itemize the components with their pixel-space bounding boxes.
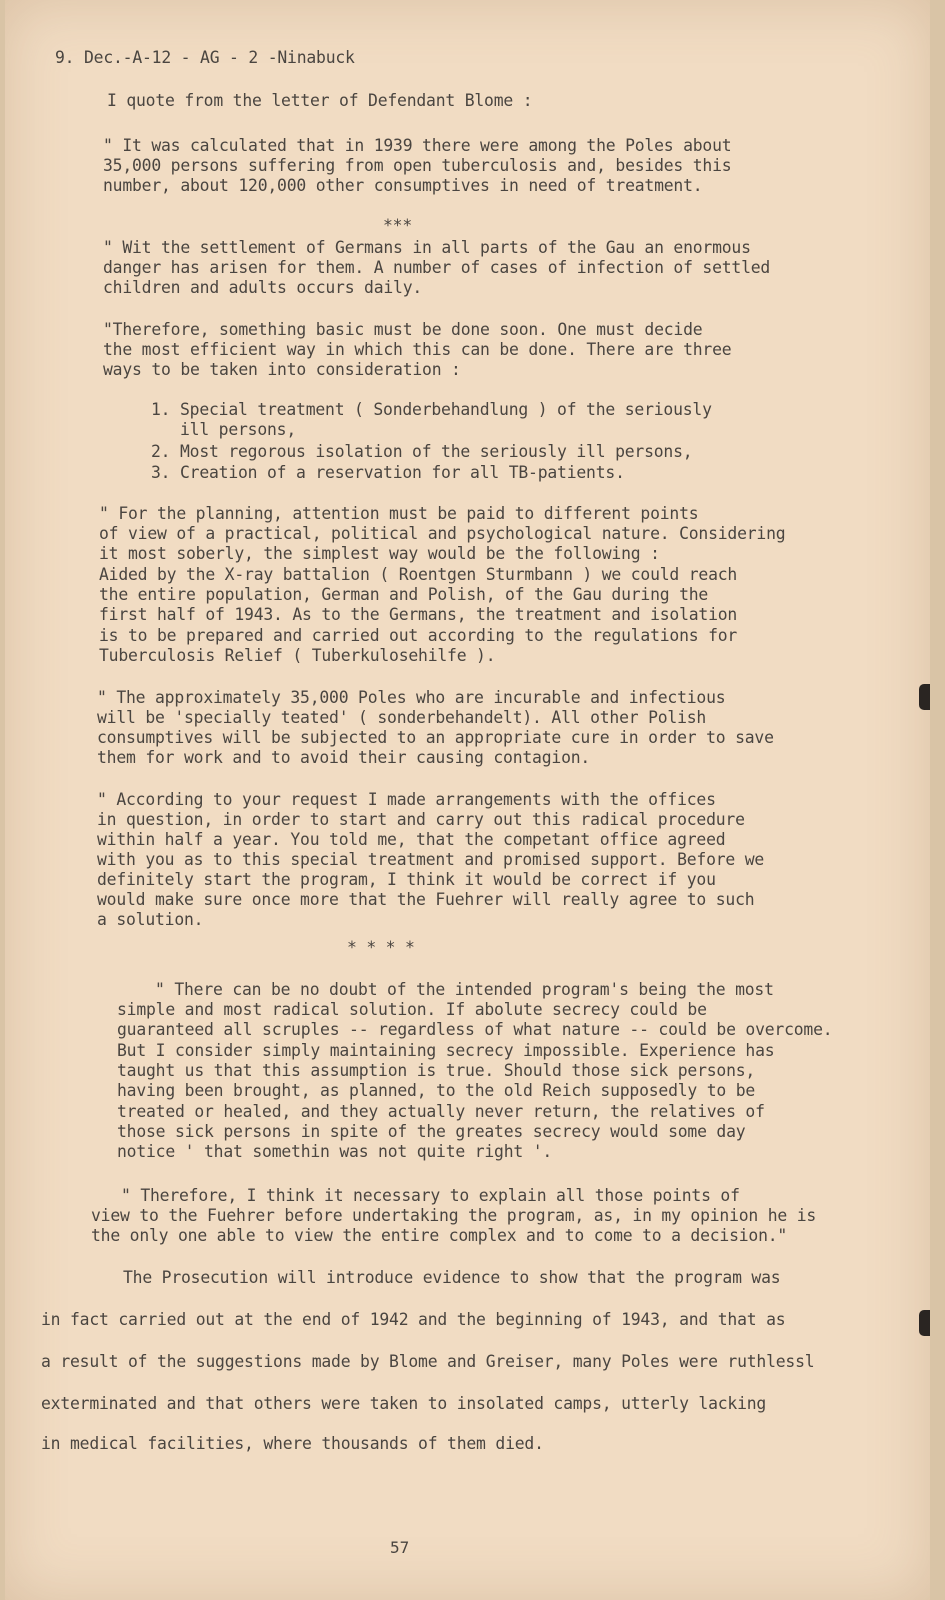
quote-line: with you as to this special treatment and promised support. Before we bbox=[97, 850, 765, 869]
quote-line: in question, in order to start and carry out this radical procedure bbox=[97, 810, 745, 829]
quote-line: " It was calculated that in 1939 there were among the Poles about bbox=[103, 136, 732, 155]
quote-line: children and adults occurs daily. bbox=[103, 278, 423, 297]
quote-line: will be 'specially teated' ( sonderbehandelt). All other Polish bbox=[97, 708, 707, 727]
separator: *** bbox=[383, 216, 413, 235]
quote-line: " Therefore, I think it necessary to explain all those points of bbox=[121, 1186, 740, 1205]
punch-hole bbox=[919, 1310, 930, 1336]
page-number: 57 bbox=[390, 1538, 410, 1557]
quote-line: the most efficient way in which this can be done. There are three bbox=[103, 340, 732, 359]
quote-line: " According to your request I made arrangements with the offices bbox=[97, 790, 716, 809]
quote-line: view to the Fuehrer before undertaking the program, as, in my opinion he is bbox=[91, 1206, 817, 1225]
quote-line: number, about 120,000 other consumptives in need of treatment. bbox=[103, 176, 703, 195]
quote-line: But I consider simply maintaining secrecy impossible. Experience has bbox=[117, 1041, 775, 1060]
separator: * * * * bbox=[347, 938, 415, 957]
closing-line: in fact carried out at the end of 1942 and the beginning of 1943, and that as bbox=[41, 1310, 786, 1329]
quote-line: Tuberculosis Relief ( Tuberkulosehilfe ). bbox=[99, 646, 496, 665]
quote-line: consumptives will be subjected to an appropriate cure in order to save bbox=[97, 728, 774, 747]
list-item: ill persons, bbox=[151, 420, 297, 439]
quote-line: " The approximately 35,000 Poles who are incurable and infectious bbox=[97, 688, 726, 707]
quote-line: within half a year. You told me, that the competant office agreed bbox=[97, 830, 726, 849]
list-item: 2. Most regorous isolation of the seriously ill persons, bbox=[151, 442, 693, 461]
closing-line: in medical facilities, where thousands of them died. bbox=[41, 1434, 544, 1453]
document-header: 9. Dec.-A-12 - AG - 2 -Ninabuck bbox=[55, 48, 355, 67]
list-item: 3. Creation of a reservation for all TB-patients. bbox=[151, 463, 625, 482]
quote-line: the only one able to view the entire complex and to come to a decision." bbox=[91, 1226, 788, 1245]
quote-line: definitely start the program, I think it would be correct if you bbox=[97, 870, 716, 889]
quote-line: danger has arisen for them. A number of cases of infection of settled bbox=[103, 258, 771, 277]
closing-line: The Prosecution will introduce evidence to show that the program was bbox=[123, 1268, 781, 1287]
quote-line: 35,000 persons suffering from open tuberculosis and, besides this bbox=[103, 156, 732, 175]
quote-line: it most soberly, the simplest way would be the following : bbox=[99, 544, 660, 563]
quote-line: the entire population, German and Polish, of the Gau during the bbox=[99, 585, 709, 604]
quote-line: " There can be no doubt of the intended program's being the most bbox=[155, 980, 774, 999]
list-item: 1. Special treatment ( Sonderbehandlung ) of the seriously bbox=[151, 400, 712, 419]
quote-line: would make sure once more that the Fuehrer will really agree to such bbox=[97, 890, 755, 909]
quote-line: of view of a practical, political and psychological nature. Considering bbox=[99, 524, 786, 543]
quote-line: treated or healed, and they actually never return, the relatives of bbox=[117, 1102, 765, 1121]
quote-line: is to be prepared and carried out according to the regulations for bbox=[99, 626, 738, 645]
document-page bbox=[5, 0, 930, 1600]
quote-line: simple and most radical solution. If abolute secrecy could be bbox=[117, 1000, 707, 1019]
quote-line: them for work and to avoid their causing contagion. bbox=[97, 748, 591, 767]
quote-line: "Therefore, something basic must be done soon. One must decide bbox=[103, 320, 703, 339]
closing-line: exterminated and that others were taken to insolated camps, utterly lacking bbox=[41, 1394, 767, 1413]
quote-line: " For the planning, attention must be paid to different points bbox=[99, 504, 699, 523]
closing-line: a result of the suggestions made by Blome and Greiser, many Poles were ruthlessl bbox=[41, 1352, 815, 1371]
quote-line: " Wit the settlement of Germans in all parts of the Gau an enormous bbox=[103, 238, 751, 257]
quote-line: guaranteed all scruples -- regardless of what nature -- could be overcome. bbox=[117, 1020, 833, 1039]
quote-line: having been brought, as planned, to the old Reich supposedly to be bbox=[117, 1081, 756, 1100]
intro-line: I quote from the letter of Defendant Blome : bbox=[107, 91, 533, 110]
quote-line: those sick persons in spite of the greates secrecy would some day bbox=[117, 1122, 746, 1141]
punch-hole bbox=[919, 684, 930, 710]
quote-line: notice ' that somethin was not quite right '. bbox=[117, 1142, 553, 1161]
quote-line: first half of 1943. As to the Germans, the treatment and isolation bbox=[99, 605, 738, 624]
quote-line: ways to be taken into consideration : bbox=[103, 360, 461, 379]
quote-line: a solution. bbox=[97, 910, 204, 929]
quote-line: taught us that this assumption is true. Should those sick persons, bbox=[117, 1061, 756, 1080]
quote-line: Aided by the X-ray battalion ( Roentgen Sturmbann ) we could reach bbox=[99, 565, 738, 584]
